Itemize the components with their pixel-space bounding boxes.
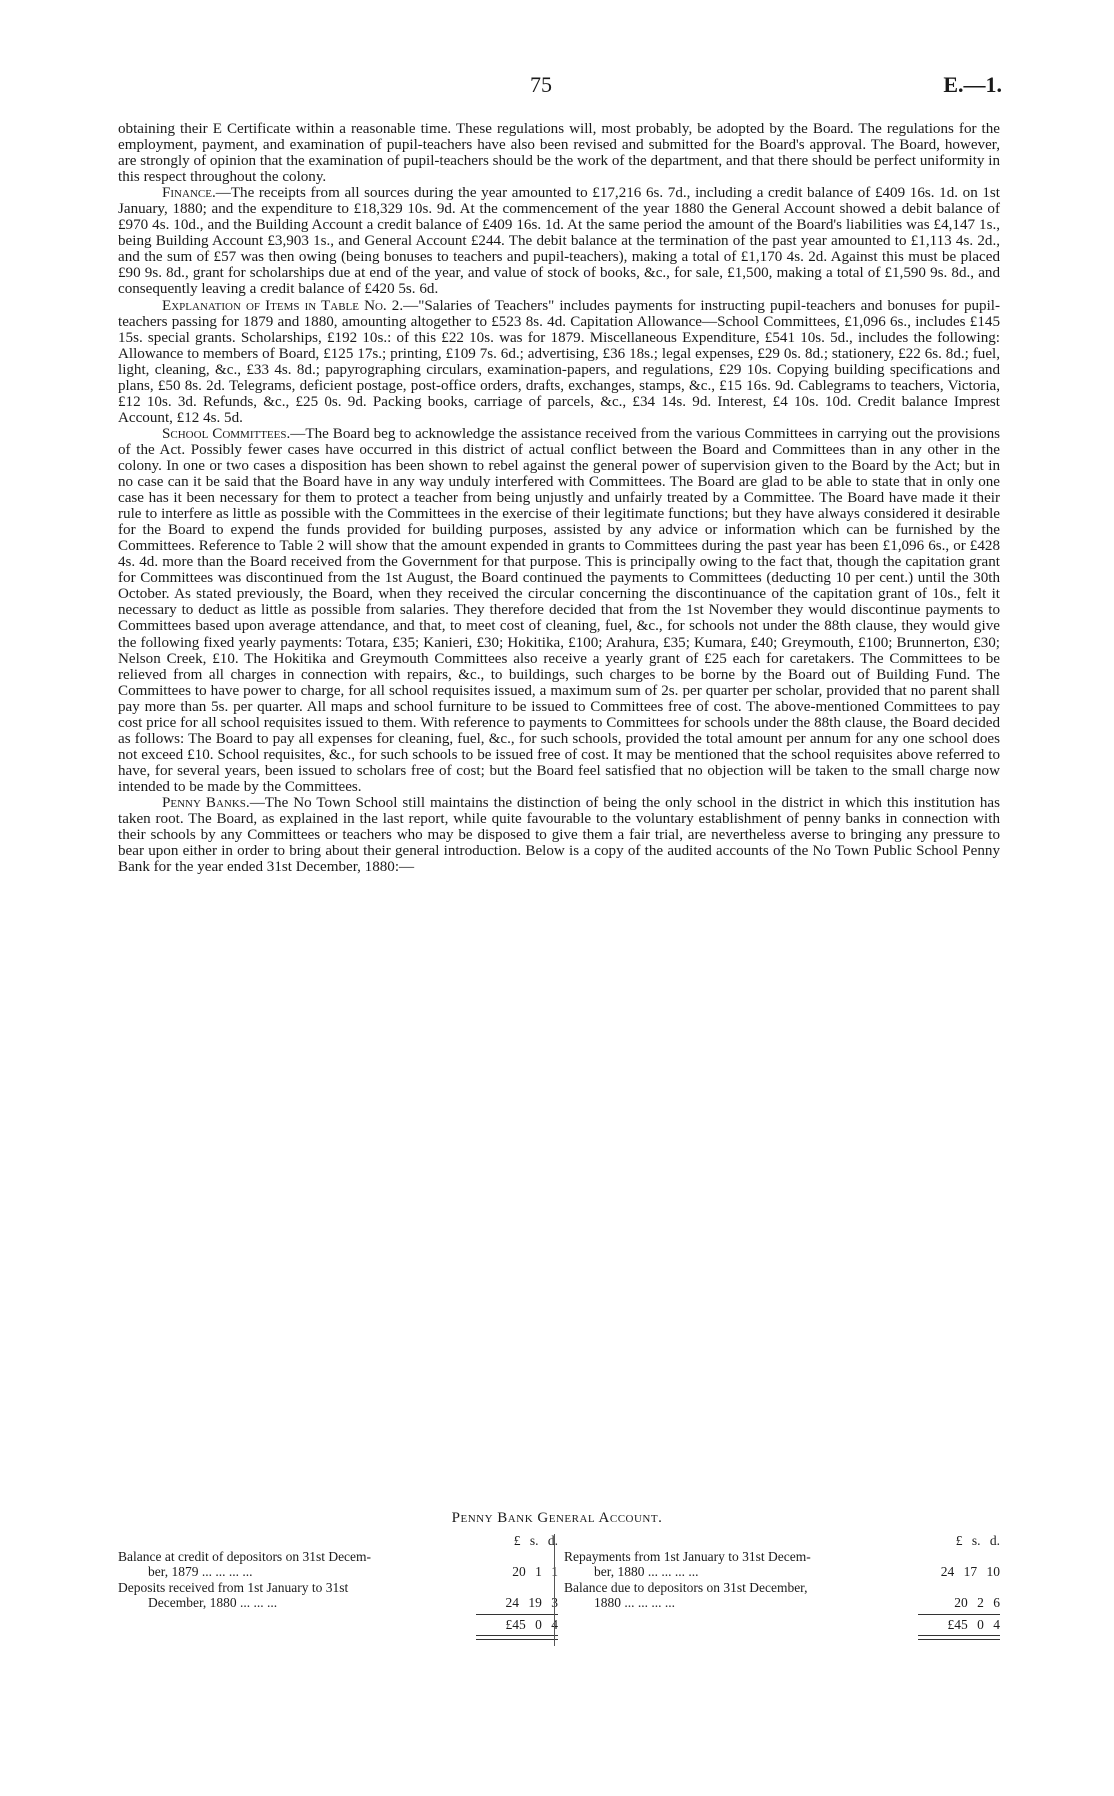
- page-header: [0, 72, 1114, 102]
- entry-description-cont: ber, 1880 ... ... ... ...: [594, 1563, 699, 1579]
- subtotal-rule: [918, 1614, 1000, 1615]
- paragraph-continuation: [118, 121, 1000, 185]
- entry-description-cont: December, 1880 ... ... ...: [148, 1594, 278, 1610]
- entry-description: Balance at credit of depositors on 31st Decem-: [118, 1549, 372, 1564]
- entry-description: Deposits received from 1st January to 31st: [118, 1580, 349, 1595]
- total-double-rule: [476, 1635, 558, 1640]
- total-double-rule: [918, 1635, 1000, 1640]
- paragraph-text: obtaining their E Certificate within a reasonable time. These regulations will, most probably, be adopted by the Board. The regulations for the employment, payment, and examination of pupil-teachers have also been revised and submitted for the Board's approval. The Board, however, are strongly of opinion that the examination of pupil-teachers should be the work of the department, and that there should be perfect uniformity in this respect throughout the colony.: [118, 121, 1000, 186]
- currency-header: £ s. d.: [513, 1533, 558, 1548]
- section-heading: Explanation of Items in Table No. 2.: [162, 297, 404, 314]
- section-heading: Penny Banks.: [162, 794, 250, 811]
- currency-header: £ s. d.: [955, 1533, 1000, 1548]
- entry-amount: 24 17 10: [940, 1564, 1000, 1579]
- account-entry: [564, 1581, 904, 1610]
- paragraph-finance: [118, 185, 1000, 297]
- entry-description: Repayments from 1st January to 31st Decem-: [564, 1549, 811, 1564]
- account-entry: [564, 1550, 904, 1579]
- subtotal-rule: [476, 1614, 558, 1615]
- page-number: 75: [530, 72, 552, 97]
- paragraph-text: —The receipts from all sources during the year amounted to £17,216 6s. 7d., including a credit balance of £409 16s. 1d. on 1st January, 1880; and the expenditure to £18,329 10s. 9d. At the commencement of the year 1880 the General Account showed a debit balance of £970 4s. 10d., and the Building Account a credit balance of £409 16s. 1d. At the same period the amount of the Board's liabilities was £4,147 1s., being Building Account £3,903 1s., and General Account £244. The debit balance at the termination of the past year amounted to £1,113 4s. 2d., and the sum of £57 was then owing (being bonuses to teachers and pupil-teachers), making a total of £1,170 4s. 2d. Against this must be placed £90 9s. 8d., grant for scholarships due at end of the year, and value of stock of books, &c., for sale, £1,500, making a total of £1,590 9s. 8d., and consequently leaving a credit balance of £420 5s. 6d.: [118, 185, 1000, 298]
- paragraph-penny-banks: [118, 795, 1000, 875]
- account-entry: [118, 1550, 458, 1579]
- account-entry: [118, 1581, 458, 1610]
- section-heading: Finance.: [162, 185, 216, 202]
- paragraph-text: —The No Town School still maintains the distinction of being the only school in the district in which this institution has taken root. The Board, as explained in the last report, while quite favourable to the voluntary establishment of penny banks in connection with their schools by any Committees or teachers who may be disposed to give them a fair trial, are nevertheless averse to bringing any pressure to bear upon either in order to bring about their general introduction. Below is a copy of the audited accounts of the No Town Public School Penny Bank for the year ended 31st December, 1880:—: [118, 794, 1000, 876]
- entry-description: Balance due to depositors on 31st December,: [564, 1580, 808, 1595]
- account-divider: [554, 1534, 555, 1646]
- account-total: £45 0 4: [947, 1617, 1000, 1632]
- entry-amount: 20 1 1: [512, 1564, 558, 1579]
- entry-amount: 24 19 3: [505, 1595, 558, 1610]
- document-reference: E.—1.: [943, 72, 1002, 97]
- entry-description-cont: 1880 ... ... ... ...: [594, 1594, 675, 1610]
- paragraph-text: —The Board beg to acknowledge the assistance received from the various Committees in carrying out the provisions of the Act. Possibly fewer cases have occurred in this district of actual conflict between the Board and Committees than in any other in the colony. In one or two cases a disposition has been shown to rebel against the general power of supervision given to the Board by the Act; but in no case can it be said that the Board have in any way unduly interfered with Committees. The Board are glad to be able to state that in only one case has it been necessary for them to protect a teacher from being unjustly and unfairly treated by a Committee. The Board have made it their rule to interfere as little as possible with the Committees in the exercise of their legitimate functions; but they have always considered it desirable for the Board to expend the funds provided for building purposes, assisted by any advice or information which can be furnished by the Committees. Reference to Table 2 will show that the amount expended in grants to Committees during the past year has been £1,096 6s., or £428 4s. 4d. more than the Board received from the Government for that purpose. This is principally owing to the fact that, though the capitation grant for Committees was discontinued from the 1st August, the Board continued the payments to Committees (deducting 10 per cent.) until the 30th October. As stated previously, the Board, when they received the circular concerning the discontinuance of the capitation grant of 10s., felt it necessary to deduct as little as possible from salaries. They therefore decided that from the 1st November they would discontinue payments to Committees based upon average attendance, and that, to meet cost of cleaning, fuel, &c., for schools not under the 88th clause, they would give the following fixed yearly payments: Totara, £35; Kanieri, £30; Hokitika, £100; Arahura, £35; Kumara, £40; Greymouth, £100; Brunnerton, £30; Nelson Creek, £10. The Hokitika and Greymouth Committees also receive a yearly grant of £25 each for caretakers. The Committees to be relieved from all charges in connection with repairs, &c., to buildings, such charges to be borne by the Board out of Building Fund. The Committees to have power to charge, for all school requisites issued, a maximum sum of 2s. per quarter per scholar, provided that no parent shall pay more than 5s. per quarter. All maps and school furniture to be issued to Committees free of cost. The above-mentioned Committees to pay cost price for all school requisites issued to them. With reference to payments to Committees for schools under the 88th clause, the Board decided as follows: The Board to pay all expenses for cleaning, fuel, &c., for such schools, provided the total amount per annum for any one school does not exceed £10. School requisites, &c., for such schools to be issued free of cost. It may be mentioned that the school requisites above referred to have, for several years, been issued to scholars free of cost; but the Board feel satisfied that no objection will be taken to the small charge now intended to be made by the Committees.: [118, 425, 1000, 795]
- account-total: £45 0 4: [505, 1617, 558, 1632]
- body-text: [118, 121, 1000, 875]
- account-title: Penny Bank General Account.: [451, 1510, 663, 1526]
- section-heading: School Committees.: [162, 425, 291, 442]
- paragraph-text: —"Salaries of Teachers" includes payments for instructing pupil-teachers and bonuses for pupil-teachers passing for 1879 and 1880, amounting altogether to £523 8s. 4d. Capitation Allowance—School Committees, £1,096 6s., includes £145 15s. special grants. Scholarships, £192 10s.: of this £22 10s. was for 1879. Miscellaneous Expenditure, £541 10s. 5d., includes the following: Allowance to members of Board, £125 17s.; printing, £109 7s. 6d.; advertising, £36 18s.; legal expenses, £29 0s. 8d.; stationery, £22 6s. 8d.; fuel, light, cleaning, &c., £33 4s. 8d.; papyrographing circulars, examination-papers, and regulations, £29 10s. Copying building specifications and plans, £50 8s. 2d. Telegrams, deficient postage, post-office orders, drafts, exchanges, stamps, &c., £15 16s. 9d. Cablegrams to teachers, Victoria, £12 10s. 3d. Refunds, &c., £25 0s. 9d. Packing books, carriage of parcels, &c., £34 14s. 9d. Interest, £4 10s. 10d. Credit balance Imprest Account, £12 4s. 5d.: [118, 297, 1000, 426]
- paragraph-school-committees: [118, 426, 1000, 795]
- paragraph-explanation-of-items: [118, 298, 1000, 426]
- entry-description-cont: ber, 1879 ... ... ... ...: [148, 1563, 253, 1579]
- entry-amount: 20 2 6: [954, 1595, 1000, 1610]
